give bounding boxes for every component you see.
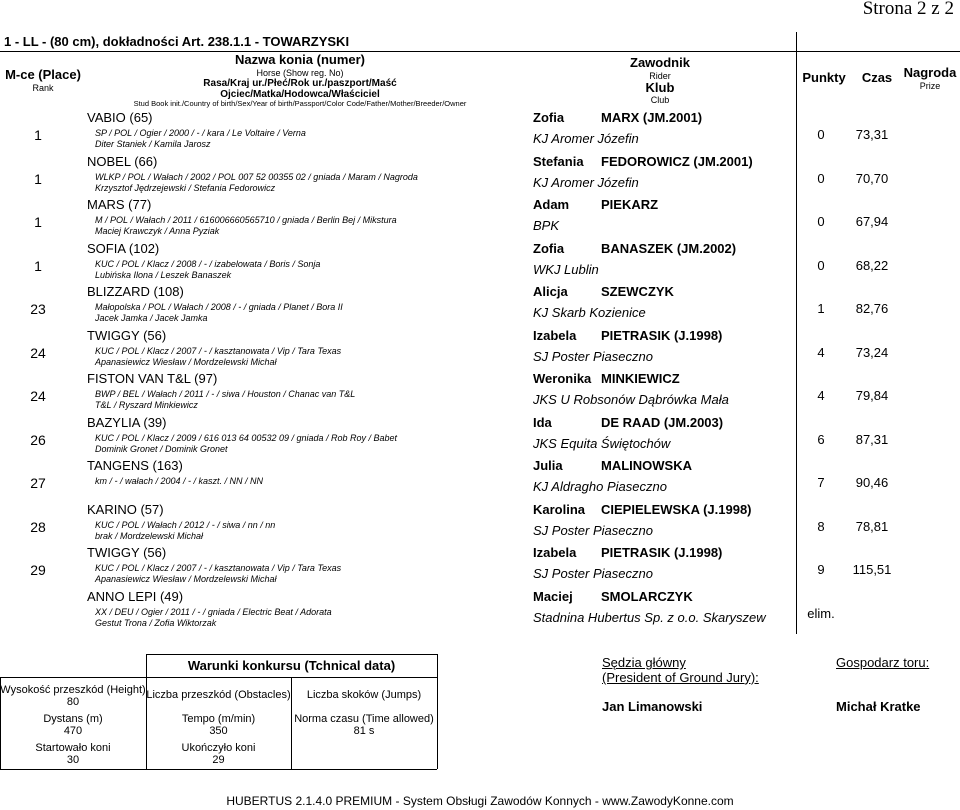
result-rider-last-name: MALINOWSKA — [601, 458, 692, 473]
result-horse-details: KUC / POL / Wałach / 2012 / - / siwa / nn / nn — [95, 520, 276, 530]
cond-top-border — [146, 654, 437, 655]
tempo-cell — [146, 713, 291, 737]
header-prize — [900, 66, 960, 91]
result-horse-details: BWP / BEL / Wałach / 2011 / - / siwa / Houston / Chanac van T&L — [95, 389, 356, 399]
result-rider-last-name: BANASZEK (JM.2002) — [601, 241, 737, 256]
result-horse-name: TANGENS (163) — [87, 458, 183, 473]
height-label: Wysokość przeszkód (Height) — [0, 684, 146, 696]
result-rider-first-name: Zofia — [533, 241, 565, 256]
result-horse-name: ANNO LEPI (49) — [87, 589, 184, 604]
result-points: 0 — [817, 127, 825, 142]
result-horse-details: KUC / POL / Klacz / 2007 / - / kasztanowata / Vip / Tara Texas — [95, 346, 342, 356]
distance-cell — [0, 713, 146, 737]
header-horse — [80, 53, 520, 108]
result-horse-owner: T&L / Ryszard Minkiewicz — [95, 400, 198, 410]
result-time: 115,51 — [852, 562, 892, 577]
obstacles-label: Liczba przeszkód (Obstacles) — [146, 689, 291, 701]
result-points: 4 — [817, 345, 825, 360]
result-horse-details: WLKP / POL / Wałach / 2002 / POL 007 52 00355 02 / gniada / Maram / Nagroda — [95, 172, 418, 182]
result-horse-owner: Maciej Krawczyk / Anna Pyziak — [95, 226, 220, 236]
result-club: JKS Equita Świętochów — [533, 436, 671, 451]
result-rider-last-name: SZEWCZYK — [601, 284, 674, 299]
result-place: 24 — [30, 345, 46, 361]
header-rank-sub: Rank — [32, 82, 54, 93]
host-name: Michał Kratke — [836, 699, 921, 714]
result-horse-name: MARS (77) — [87, 197, 152, 212]
result-horse-details: M / POL / Wałach / 2011 / 616006660565710 / gniada / Berlin Bej / Mikstura — [95, 215, 397, 225]
started-cell — [0, 742, 146, 766]
result-rider-first-name: Ida — [533, 415, 552, 430]
result-place: 1 — [34, 214, 42, 230]
result-horse-name: TWIGGY (56) — [87, 545, 167, 560]
result-time: 67,94 — [855, 214, 889, 229]
result-points: 0 — [817, 214, 825, 229]
result-club: BPK — [533, 218, 560, 233]
result-rider-last-name: PIEKARZ — [601, 197, 659, 212]
result-place: 24 — [30, 388, 46, 404]
result-rider-first-name: Maciej — [533, 589, 573, 604]
height-cell — [0, 684, 146, 708]
result-horse-details: Małopolska / POL / Wałach / 2008 / - / gniada / Planet / Bora II — [95, 302, 343, 312]
result-horse-details: km / - / wałach / 2004 / - / kaszt. / NN / NN — [95, 476, 264, 486]
cond-bottom-border — [0, 769, 437, 770]
header-prize-main: Nagroda — [903, 65, 957, 80]
result-rider-first-name: Zofia — [533, 110, 565, 125]
started-value: 30 — [66, 754, 80, 767]
result-rider-first-name: Julia — [533, 458, 563, 473]
result-horse-details: KUC / POL / Klacz / 2008 / - / izabelowata / Boris / Sonja — [95, 259, 321, 269]
tempo-value: 350 — [209, 725, 228, 738]
header-rider — [600, 56, 720, 105]
judge-name: Jan Limanowski — [602, 699, 703, 714]
header-prize-sub: Prize — [919, 80, 941, 91]
result-time: 68,22 — [855, 258, 889, 273]
result-horse-owner: Gestut Trona / Zofia Wiktorzak — [95, 618, 217, 628]
tempo-label: Tempo (m/min) — [181, 713, 256, 725]
header-rider-sub: Rider — [649, 70, 671, 81]
result-horse-details: XX / DEU / Ogier / 2011 / - / gniada / Electric Beat / Adorata — [95, 607, 332, 617]
started-label: Startowało koni — [35, 742, 111, 754]
result-time: 70,70 — [855, 171, 889, 186]
judge-title — [602, 656, 759, 686]
result-club: JKS U Robsonów Dąbrówka Mała — [533, 392, 729, 407]
result-horse-name: FISTON VAN T&L (97) — [87, 371, 218, 386]
time-allowed-cell — [291, 713, 437, 737]
result-horse-owner: Apanasiewicz Wiesław / Mordzelewski Michał — [95, 574, 277, 584]
result-horse-name: TWIGGY (56) — [87, 328, 167, 343]
header-points — [796, 71, 852, 86]
result-time: 73,24 — [855, 345, 889, 360]
result-club: KJ Skarb Kozienice — [533, 305, 646, 320]
result-rider-first-name: Stefania — [533, 154, 584, 169]
result-points: 9 — [817, 562, 825, 577]
result-time: 73,31 — [855, 127, 889, 142]
result-horse-name: SOFIA (102) — [87, 241, 160, 256]
result-club: WKJ Lublin — [533, 262, 599, 277]
result-time: 87,31 — [855, 432, 889, 447]
result-rider-last-name: MINKIEWICZ — [601, 371, 680, 386]
result-rider-first-name: Karolina — [533, 502, 586, 517]
height-value: 80 — [66, 696, 80, 709]
result-club: Stadnina Hubertus Sp. z o.o. Skaryszew — [533, 610, 766, 625]
result-place: 1 — [34, 127, 42, 143]
result-points: 0 — [817, 171, 825, 186]
time-allowed-label: Norma czasu (Time allowed) — [294, 713, 434, 725]
result-club: KJ Aldragho Piaseczno — [533, 479, 667, 494]
table-divider — [796, 32, 797, 634]
header-points-label: Punkty — [802, 70, 846, 85]
result-points: 4 — [817, 388, 825, 403]
result-rider-first-name: Izabela — [533, 328, 577, 343]
result-points: 0 — [817, 258, 825, 273]
conditions-title: Warunki konkursu (Tchnical data) — [187, 658, 396, 673]
result-horse-owner: Diter Staniek / Kamila Jarosz — [95, 139, 211, 149]
result-rider-last-name: DE RAAD (JM.2003) — [601, 415, 724, 430]
result-horse-owner: Apanasiewicz Wiesław / Mordzelewski Michał — [95, 357, 277, 367]
result-place: 27 — [30, 475, 46, 491]
result-place: 29 — [30, 562, 46, 578]
result-place: 26 — [30, 432, 46, 448]
result-horse-name: NOBEL (66) — [87, 154, 158, 169]
result-time: 82,76 — [855, 301, 889, 316]
result-club: SJ Poster Piaseczno — [533, 349, 653, 364]
result-points: 6 — [817, 432, 825, 447]
distance-value: 470 — [63, 725, 83, 738]
result-horse-details: KUC / POL / Klacz / 2009 / 616 013 64 00532 09 / gniada / Rob Roy / Babet — [95, 433, 398, 443]
result-points: 7 — [817, 475, 825, 490]
judge-title-line1: Sędzia główny — [602, 655, 686, 670]
result-rider-first-name: Adam — [533, 197, 570, 212]
table-top-border — [0, 51, 960, 52]
header-horse-main: Nazwa konia (numer) — [234, 52, 366, 67]
result-club: KJ Aromer Józefin — [533, 175, 639, 190]
cond-inner-top-border — [0, 677, 437, 678]
result-horse-details: SP / POL / Ogier / 2000 / - / kara / Le Voltaire / Verna — [95, 128, 306, 138]
host-title: Gospodarz toru: — [836, 655, 930, 670]
header-club-main: Klub — [645, 79, 675, 95]
result-club: KJ Aromer Józefin — [533, 131, 639, 146]
obstacles-cell — [146, 689, 291, 701]
result-place: 23 — [30, 301, 46, 317]
result-time: 78,81 — [855, 519, 889, 534]
cond-right-border — [437, 654, 438, 769]
competition-title: 1 - LL - (80 cm), dokładności Art. 238.1.1 - TOWARZYSKI — [4, 34, 350, 49]
result-horse-name: VABIO (65) — [87, 110, 153, 125]
result-horse-owner: Lubińska Ilona / Leszek Banaszek — [95, 270, 232, 280]
judge-title-line2: (President of Ground Jury): — [602, 669, 759, 685]
header-rank-main: M-ce (Place) — [5, 67, 81, 82]
header-time-label: Czas — [861, 70, 893, 85]
result-horse-name: BLIZZARD (108) — [87, 284, 184, 299]
finished-cell — [146, 742, 291, 766]
result-rider-first-name: Alicja — [533, 284, 568, 299]
result-club: SJ Poster Piaseczno — [533, 566, 653, 581]
result-rider-first-name: Weronika — [533, 371, 592, 386]
result-rider-last-name: MARX (JM.2001) — [601, 110, 703, 125]
result-rider-last-name: PIETRASIK (J.1998) — [601, 328, 723, 343]
result-horse-owner: Krzysztof Jędrzejewski / Stefania Fedorowicz — [95, 183, 276, 193]
result-horse-owner: brak / Mordzelewski Michał — [95, 531, 204, 541]
page-number: Strona 2 z 2 — [862, 0, 954, 19]
header-club-sub: Club — [650, 95, 670, 106]
result-points: 8 — [817, 519, 825, 534]
result-horse-name: KARINO (57) — [87, 502, 164, 517]
header-horse-line3: Ojciec/Matka/Hodowca/Właściciel — [220, 88, 380, 100]
time-allowed-value: 81 s — [353, 725, 375, 738]
header-horse-sub2: Stud Book init./Country of birth/Sex/Year of birth/Passport/Color Code/Father/Mother/Breeder/Owner — [133, 99, 467, 108]
result-points: 1 — [817, 301, 825, 316]
result-horse-details: KUC / POL / Klacz / 2007 / - / kasztanowata / Vip / Tara Texas — [95, 563, 342, 573]
result-rider-last-name: FEDOROWICZ (JM.2001) — [601, 154, 753, 169]
result-rider-last-name: PIETRASIK (J.1998) — [601, 545, 723, 560]
footer: HUBERTUS 2.1.4.0 PREMIUM - System Obsługi Zawodów Konnych - www.ZawodyKonne.com — [226, 794, 734, 808]
result-horse-owner: Jacek Jamka / Jacek Jamka — [95, 313, 208, 323]
finished-value: 29 — [212, 754, 225, 767]
result-time: 90,46 — [855, 475, 889, 490]
result-horse-name: BAZYLIA (39) — [87, 415, 167, 430]
jumps-label: Liczba skoków (Jumps) — [306, 689, 422, 701]
result-place: 1 — [34, 258, 42, 274]
header-horse-sub1: Horse (Show reg. No) — [256, 67, 344, 78]
finished-label: Ukończyło koni — [181, 742, 256, 754]
result-horse-owner: Dominik Gronet / Dominik Gronet — [95, 444, 228, 454]
header-rank — [0, 68, 86, 93]
result-place: 1 — [34, 171, 42, 187]
header-rider-main: Zawodnik — [630, 55, 690, 70]
header-time — [852, 71, 902, 86]
result-time: 79,84 — [855, 388, 889, 403]
result-rider-last-name: CIEPIELEWSKA (J.1998) — [601, 502, 752, 517]
header-horse-line2: Rasa/Kraj ur./Płeć/Rok ur./paszport/Maść — [203, 77, 397, 89]
jumps-cell — [291, 689, 437, 701]
result-rider-first-name: Izabela — [533, 545, 577, 560]
result-place: 28 — [30, 519, 46, 535]
result-club: SJ Poster Piaseczno — [533, 523, 653, 538]
distance-label: Dystans (m) — [43, 713, 103, 725]
result-points: elim. — [807, 606, 835, 621]
result-rider-last-name: SMOLARCZYK — [601, 589, 693, 604]
